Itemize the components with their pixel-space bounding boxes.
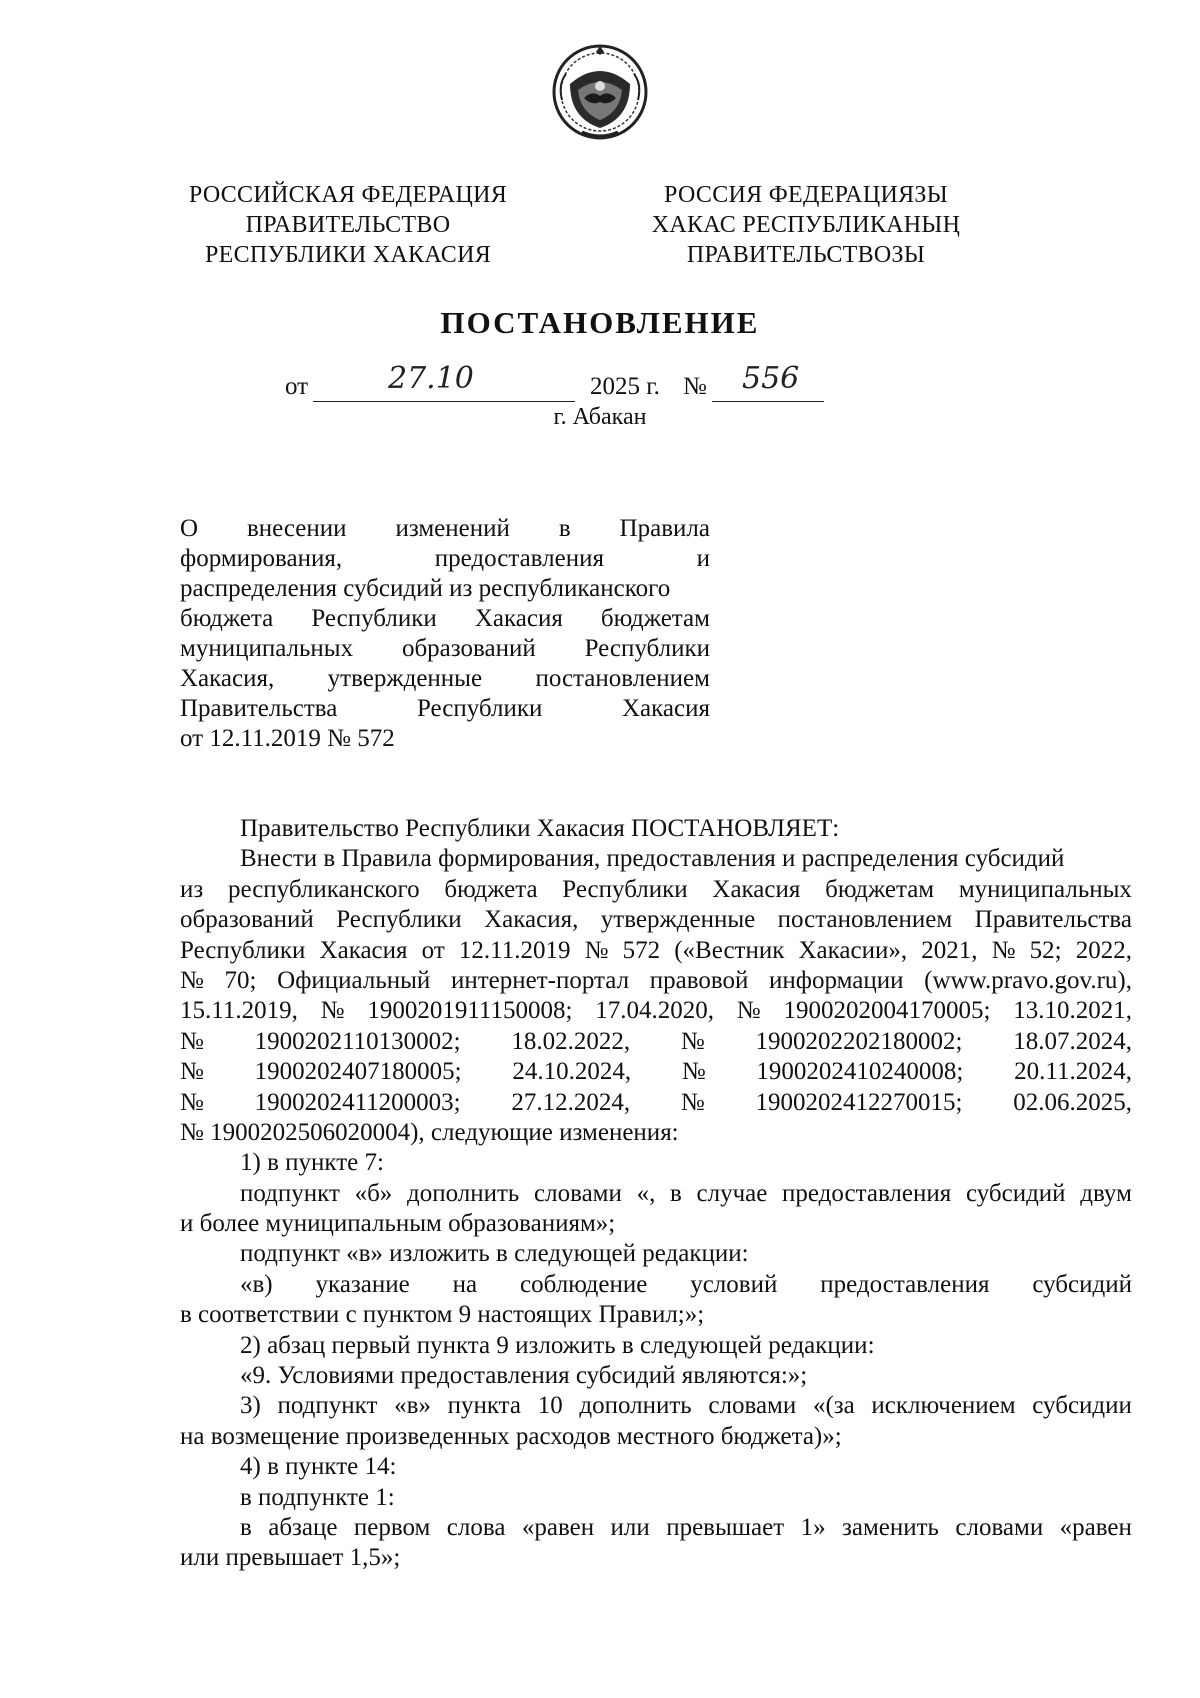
word: 2) абзац первый пункта 9 изложить в следующей редакции: (240, 1331, 875, 1359)
word: Хакасия (319, 936, 408, 964)
header-right-khakas (596, 180, 1016, 270)
date-number-line (0, 361, 1200, 409)
word: постановлением (535, 665, 710, 692)
word: 13.10.2021, (1013, 997, 1132, 1025)
word: условий (690, 1270, 778, 1298)
word: № (680, 1088, 705, 1116)
word: бюджета (444, 875, 538, 903)
word: заменить (841, 1513, 939, 1541)
word: указание (315, 1270, 410, 1298)
body-line (180, 1361, 1132, 1391)
city-label: г. Абакан (553, 404, 647, 430)
word: 1900202411200003; (254, 1088, 461, 1116)
word: Правительство Республики Хакасия ПОСТАНОВЛЯЕТ: (240, 815, 840, 842)
word: бюджетам (825, 875, 935, 903)
word: 3) (240, 1392, 261, 1420)
word: «равен (521, 1513, 595, 1541)
word: № (680, 1027, 705, 1055)
word: превышает (666, 1513, 785, 1541)
word: словами (708, 1392, 797, 1420)
word: на возмещение произведенных расходов местного бюджета)»; (180, 1422, 842, 1450)
word: в подпункте 1: (240, 1483, 395, 1511)
body-line (180, 1118, 1132, 1148)
word: утвержденные (327, 665, 483, 692)
number-label: № (683, 373, 707, 400)
word: «(за (812, 1392, 855, 1420)
header-left-line: ПРАВИТЕЛЬСТВО (245, 212, 451, 238)
word: в (558, 515, 571, 542)
body-line (180, 905, 1132, 935)
word: 1900202004170005; (783, 997, 991, 1025)
word: и более муниципальным образованиям»; (180, 1210, 616, 1238)
header-left-line: РЕСПУБЛИКИ ХАКАСИЯ (204, 242, 492, 268)
word: внесении (246, 515, 347, 542)
word: № (320, 997, 345, 1025)
word: предоставления (820, 1270, 990, 1298)
subject-line (180, 694, 710, 724)
word: образований (180, 906, 314, 934)
word: в (240, 1513, 252, 1541)
word: Республики (311, 605, 437, 632)
subject-line (180, 604, 710, 634)
word: 1) в пункте 7: (240, 1149, 384, 1177)
word: 02.06.2025, (1013, 1088, 1132, 1116)
body-line (180, 936, 1132, 966)
word: 1900202110130002; (254, 1027, 461, 1055)
body-line (180, 1391, 1132, 1421)
body-line (180, 1057, 1132, 1087)
word: 1900202202180002; (755, 1027, 963, 1055)
body-line (180, 1027, 1132, 1057)
date-from-label: от (285, 373, 309, 400)
body-text (180, 814, 1132, 1574)
word: Правительства (180, 695, 338, 722)
word: соблюдение (520, 1270, 648, 1298)
subject-line (180, 724, 710, 754)
body-line (180, 1209, 1132, 1239)
word: на (452, 1270, 478, 1298)
word: Республики (336, 906, 462, 934)
word: Правила (619, 515, 710, 542)
word: Хакасия (622, 695, 710, 722)
word: 27.12.2024, (511, 1088, 631, 1116)
year-label: 2025 г. (590, 373, 660, 400)
word: республиканского (227, 875, 420, 903)
word: распределения субсидий из республиканского (180, 575, 671, 602)
word: № (180, 1027, 204, 1055)
word: 2021, (921, 936, 978, 964)
word: 1900202410240008; (756, 1058, 964, 1086)
word: «9. Условиями предоставления субсидий являются:»; (240, 1362, 808, 1390)
word: № (180, 1088, 204, 1116)
word: 20.11.2024, (1014, 1058, 1132, 1086)
word: 18.02.2022, (511, 1027, 631, 1055)
word: образований (401, 635, 536, 662)
word: подпункт (277, 1392, 378, 1420)
word: субсидий (965, 1179, 1066, 1207)
word: словами (534, 1179, 622, 1207)
body-line (180, 844, 1132, 874)
word: двум (1080, 1179, 1132, 1207)
word: дополнить (407, 1179, 520, 1207)
word: от (421, 936, 445, 964)
word: Хакасия, (180, 665, 275, 692)
subject-line (180, 574, 710, 604)
word: Правительства (974, 906, 1132, 934)
word: О (180, 515, 199, 542)
word: 1900202412270015; (755, 1088, 963, 1116)
word: 12.11.2019 (458, 936, 571, 964)
header-right-line: ХАКАС РЕСПУБЛИКАНЫҢ (651, 212, 961, 238)
word: Республики (584, 635, 710, 662)
word: Республики (180, 936, 306, 964)
word: правовой (649, 966, 749, 994)
word: субсидии (1032, 1392, 1132, 1420)
word: 1900201911150008; (367, 997, 573, 1025)
word: 4) в пункте 14: (240, 1453, 397, 1481)
word: 24.10.2024, (512, 1058, 632, 1086)
body-line (180, 814, 1132, 844)
body-line (180, 966, 1132, 996)
word: муниципальных (958, 875, 1132, 903)
word: Хакасия, (484, 906, 579, 934)
word: пункта (447, 1392, 521, 1420)
word: информации (769, 966, 904, 994)
word: 572 (622, 936, 661, 964)
document-title: ПОСТАНОВЛЕНИЕ (440, 305, 760, 340)
word: случае (696, 1179, 768, 1207)
subject-line (180, 634, 710, 664)
body-line (180, 996, 1132, 1026)
body-line (180, 1483, 1132, 1513)
word: и (696, 545, 710, 572)
subject-line (180, 664, 710, 694)
word: или (610, 1513, 650, 1541)
word: (www.pravo.gov.ru), (924, 966, 1132, 994)
header-left-russian (138, 180, 558, 270)
word: предоставления (782, 1179, 952, 1207)
word: № (180, 1058, 204, 1086)
word: подпункт (240, 1179, 340, 1207)
word: изменений (395, 515, 510, 542)
word: 17.04.2020, (595, 997, 714, 1025)
subject-block (180, 514, 710, 754)
word: подпункт «в» изложить в следующей редакции: (240, 1240, 749, 1268)
body-line (180, 1422, 1132, 1452)
word: «равен (1059, 1513, 1132, 1541)
body-line (180, 875, 1132, 905)
date-handwritten: 27.10 (388, 361, 474, 396)
body-line (180, 1148, 1132, 1178)
body-line (180, 1239, 1132, 1269)
word: 2022, (1075, 936, 1132, 964)
word: «в» (394, 1392, 431, 1420)
word: № (584, 936, 609, 964)
word: № (681, 1058, 706, 1086)
word: бюджетам (600, 605, 710, 632)
word: 10 (537, 1392, 563, 1420)
word: словами (955, 1513, 1044, 1541)
word: субсидий (1032, 1270, 1132, 1298)
body-line (180, 1300, 1132, 1330)
header-right-line: ПРАВИТЕЛЬСТВОЗЫ (686, 242, 926, 268)
word: Хакасии», (798, 936, 908, 964)
word: Республики (562, 875, 688, 903)
word: муниципальных (180, 635, 354, 662)
word: Официальный (277, 966, 431, 994)
word: первом (353, 1513, 431, 1541)
word: абзаце (268, 1513, 338, 1541)
word: слова (446, 1513, 506, 1541)
body-line (180, 1543, 1132, 1573)
word: 52; (1029, 936, 1062, 964)
word: «б» (354, 1179, 393, 1207)
word: № (991, 936, 1016, 964)
body-line (180, 1179, 1132, 1209)
word: в соответствии с пунктом 9 настоящих Правил;»; (180, 1301, 705, 1329)
word: утвержденные (600, 906, 756, 934)
subject-line (180, 514, 710, 544)
word: формирования, (180, 545, 343, 572)
number-handwritten: 556 (742, 361, 800, 396)
body-line (180, 1452, 1132, 1482)
header-left-line: РОССИЙСКАЯ ФЕДЕРАЦИЯ (188, 182, 508, 208)
word: дополнить (579, 1392, 692, 1420)
word: 18.07.2024, (1013, 1027, 1132, 1055)
word: Хакасия (712, 875, 801, 903)
word: исключением (871, 1392, 1016, 1420)
header-right-line: РОССИЯ ФЕДЕРАЦИЯЗЫ (664, 182, 948, 208)
word: № (736, 997, 761, 1025)
word: 15.11.2019, (180, 997, 298, 1025)
body-line (180, 1331, 1132, 1361)
word: «в) (240, 1270, 273, 1298)
word: интернет-портал (450, 966, 630, 994)
word: 1» (800, 1513, 826, 1541)
word: или превышает 1,5»; (180, 1544, 401, 1572)
word: Хакасия (474, 605, 563, 632)
word: из (180, 875, 204, 903)
word: постановлением (777, 906, 953, 934)
word: предоставления (434, 545, 604, 572)
body-line (180, 1088, 1132, 1118)
word: 70; (224, 966, 257, 994)
body-line (180, 1513, 1132, 1543)
subject-line (180, 544, 710, 574)
body-line (180, 1270, 1132, 1300)
word: Республики (416, 695, 543, 722)
word: Внести в Правила формирования, предоставления и распределения субсидий (240, 845, 1065, 873)
word: № 1900202506020004), следующие изменения: (180, 1118, 679, 1146)
word: от 12.11.2019 № 572 (180, 725, 395, 752)
word: бюджета (180, 605, 274, 632)
word: 1900202407180005; (254, 1058, 462, 1086)
coat-of-arms-emblem (548, 40, 652, 144)
word: «, (636, 1179, 656, 1207)
word: № (180, 966, 204, 994)
word: в (670, 1179, 682, 1207)
word: («Вестник (674, 936, 785, 964)
